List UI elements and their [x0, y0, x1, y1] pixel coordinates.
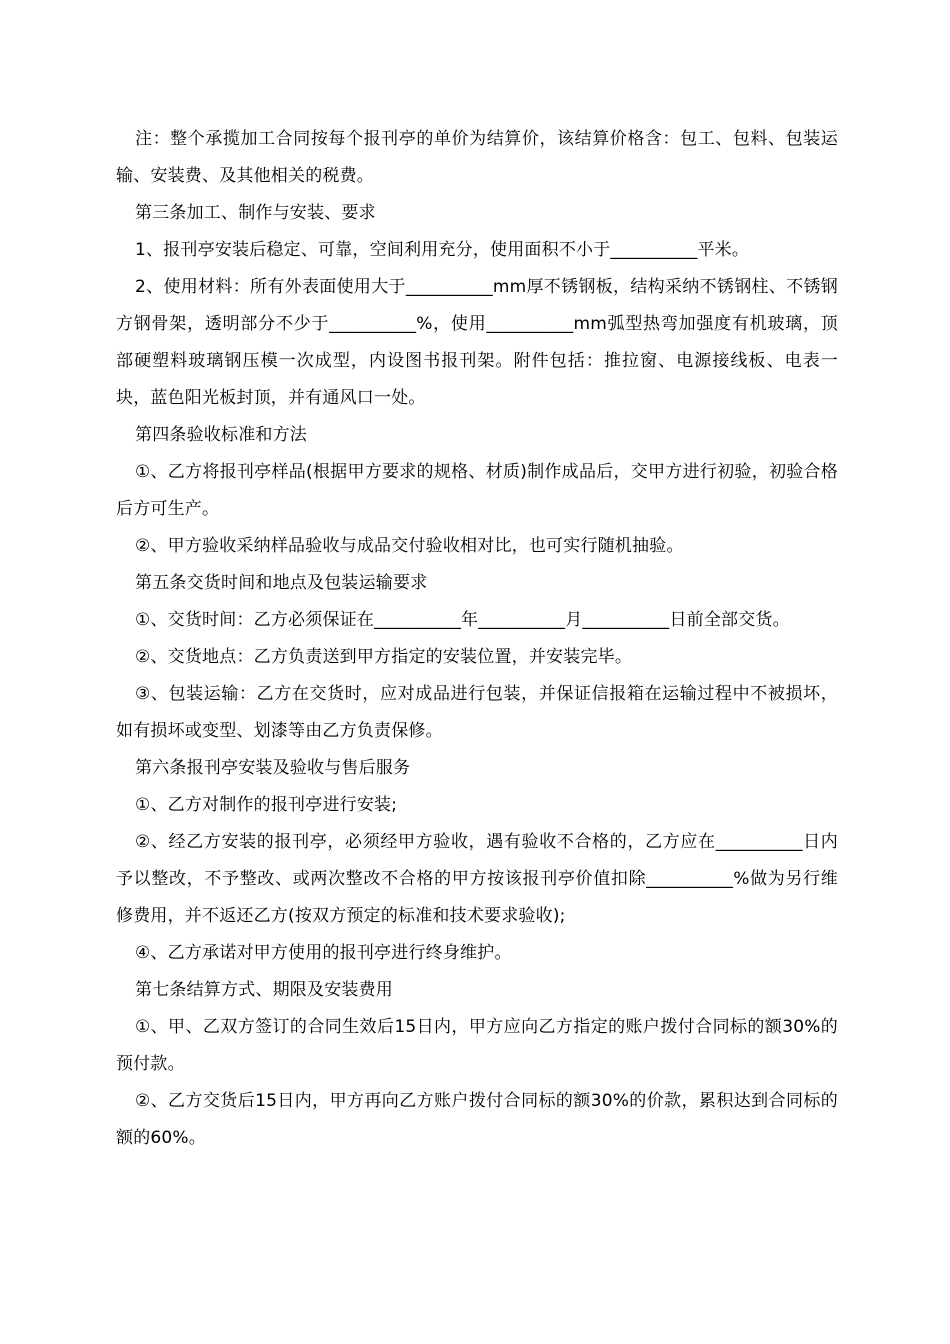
article-7-item-2: ②、乙方交货后15日内，甲方再向乙方账户拨付合同标的额30%的价款，累积达到合同标的额的60%。 [116, 1091, 838, 1148]
article-7-heading: 第七条结算方式、期限及安装费用 [135, 980, 393, 1000]
article-5-item-3: ③、包装运输：乙方在交货时，应对成品进行包装，并保证信报箱在运输过程中不被损坏，如有损坏或变型、划漆等由乙方负责保修。 [116, 684, 838, 741]
article-6-heading: 第六条报刊亭安装及验收与售后服务 [135, 758, 411, 778]
article-6-item-4: ④、乙方承诺对甲方使用的报刊亭进行终身维护。 [135, 943, 512, 963]
article-5-heading: 第五条交货时间和地点及包装运输要求 [135, 573, 428, 593]
article-6-item-2: ②、经乙方安装的报刊亭，必须经甲方验收，遇有验收不合格的，乙方应在__________日内予以整改，不予整改、或两次整改不合格的甲方按该报刊亭价值扣除__________%做为另行维修费用，并不返还乙方(按双方预定的标准和技术要求验收); [116, 832, 838, 926]
document-body [116, 121, 838, 1157]
article-4-item-2: ②、甲方验收采纳样品验收与成品交付验收相对比，也可实行随机抽验。 [135, 536, 684, 556]
article-7-item-1: ①、甲、乙双方签订的合同生效后15日内，甲方应向乙方指定的账户拨付合同标的额30%的预付款。 [116, 1017, 838, 1074]
article-4-heading: 第四条验收标准和方法 [135, 425, 307, 445]
article-4-item-1: ①、乙方将报刊亭样品(根据甲方要求的规格、材质)制作成品后，交甲方进行初验，初验合格后方可生产。 [116, 462, 838, 519]
article-3-item-1: 1、报刊亭安装后稳定、可靠，空间利用充分，使用面积不小于__________平米。 [135, 240, 750, 260]
article-6-item-1: ①、乙方对制作的报刊亭进行安装; [135, 795, 398, 815]
article-5-item-2: ②、交货地点：乙方负责送到甲方指定的安装位置，并安装完毕。 [135, 647, 633, 667]
article-3-item-2: 2、使用材料：所有外表面使用大于__________mm厚不锈钢板，结构采纳不锈钢柱、不锈钢方钢骨架，透明部分不少于__________%，使用__________mm弧型热弯加强度有机玻璃，顶部硬塑料玻璃钢压模一次成型，内设图书报刊架。附件包括：推拉窗、电源接线板、电表一块，蓝色阳光板封顶，并有通风口一处。 [116, 277, 838, 408]
article-5-item-1: ①、交货时间：乙方必须保证在__________年__________月__________日前全部交货。 [135, 610, 790, 630]
settlement-note: 注：整个承揽加工合同按每个报刊亭的单价为结算价，该结算价格含：包工、包料、包装运输、安装费、及其他相关的税费。 [116, 129, 838, 186]
article-3-heading: 第三条加工、制作与安装、要求 [135, 203, 376, 223]
